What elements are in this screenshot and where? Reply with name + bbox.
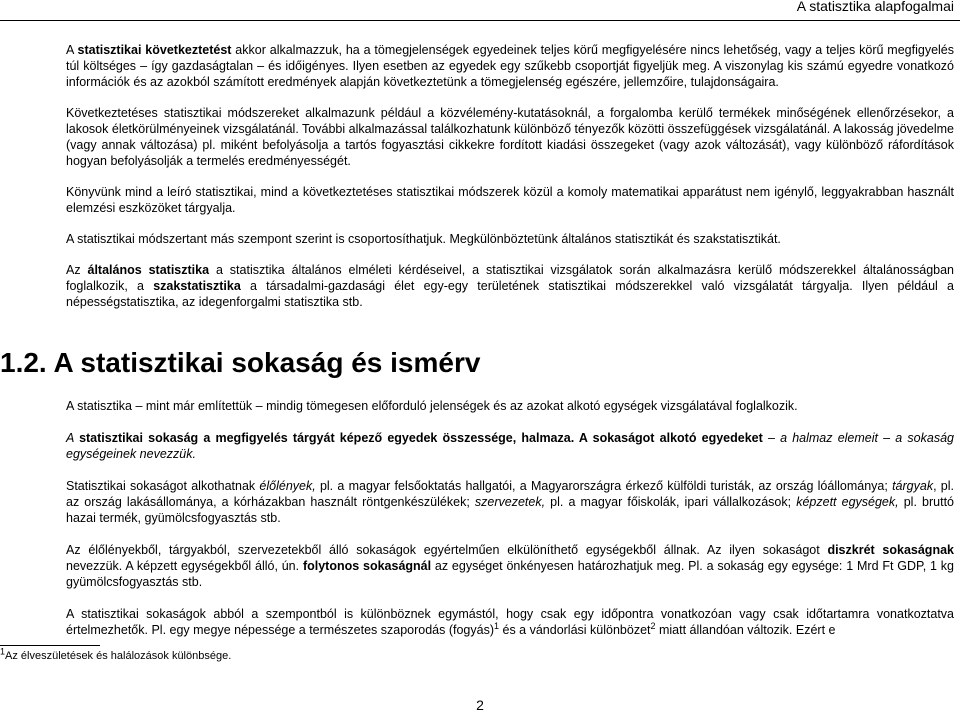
text-run: és a vándorlási különbözet (499, 623, 651, 637)
running-header (0, 0, 960, 21)
text-run: pl. a magyar főiskolák, ipari vállalkozások; (545, 495, 797, 509)
text-run: a statisztika általános elméleti kérdéseivel, a statisztikai vizsgálatok során alkalmazásra kerülő módszerekkel általánosságban foglalkozik, a (66, 263, 955, 293)
paragraph-p2 (66, 105, 954, 169)
paragraph-s1 (66, 398, 954, 414)
footnote-marker: 1 (0, 646, 6, 657)
paragraph-s4 (66, 542, 954, 590)
text-run: pl. a magyar felsőoktatás hallgatói, a Magyarországra érkező külföldi turisták, az ország lóállománya; (315, 479, 893, 493)
text-run: Statisztikai sokaságot alkothatnak (66, 479, 260, 493)
section-heading: 1.2. A statisztikai sokaság és ismérv (0, 347, 481, 378)
text-run: akkor alkalmazzuk, ha a tömegjelenségek egyedeinek teljes körű megfigyelésére nincs lehetőség, vagy a teljes körű megfigyelés túl költséges – így gazdaságtalan – és időigényes. Ilyen esetben az egyedek egy szűkebb csoportját figyeljük meg. A viszonylag kis számú egyedre vonatkozó információk és az azokból számított eredmények alapján következtetünk a tömegjelenség egészére, jellemzőire, tulajdonságaira. (66, 43, 954, 89)
text-run: általános statisztika (87, 263, 210, 277)
paragraph-p5 (66, 262, 954, 310)
footnote-reference: 2 (650, 620, 656, 631)
running-header-title: A statisztika alapfogalmai (796, 0, 954, 14)
text-run: A statisztikai sokaságok abból a szempontból is különböznek egymástól, hogy csak egy időpontra vonatkozóan vagy csak időtartamra vonatkoztatva értelmezhetők. Pl. egy megye népessége a természetes szaporodás (fogyás) (66, 607, 954, 637)
text-run: képzett egységek, (796, 495, 899, 509)
paragraph-p4 (66, 231, 954, 247)
paragraph-s3 (66, 478, 954, 526)
footnote (0, 646, 232, 662)
text-run: szakstatisztika (153, 279, 241, 293)
text-run: A statisztikai módszertant más szempont szerint is csoportosíthatjuk. Megkülönböztetünk általános statisztikát és szakstatisztikát. (66, 232, 781, 246)
text-run: statisztikai következtetést (77, 43, 232, 57)
footnote-text: Az élveszületések és halálozások különbsége. (5, 650, 232, 662)
intro-text (66, 42, 954, 325)
text-run: A statisztika – mint már említettük – mindig tömegesen előforduló jelenségek és az azokat alkotó egységek vizsgálatával foglalkozik. (66, 399, 798, 413)
text-run: a társadalmi-gazdasági élet egy-egy területének statisztikai módszerekkel való vizsgálatát tárgyalja. Ilyen például a népességstatisztika, az idegenforgalmi statisztika stb. (66, 279, 955, 309)
page-number (0, 697, 960, 713)
text-run: statisztikai sokaság a megfigyelés tárgyát képező egyedek összessége, halmaza. A sokaságot alkotó egyedeket (79, 431, 763, 445)
text-run: folytonos sokaságnál (302, 559, 432, 573)
page-number-value: 2 (476, 697, 484, 713)
text-run: Az élőlényekből, tárgyakból, szervezetekből álló sokaságok egyértelműen elkülöníthető egységekből állnak. Az ilyen sokaságot (66, 543, 828, 557)
text-run: A (66, 431, 80, 445)
text-run: Könyvünk mind a leíró statisztikai, mind a következtetéses statisztikai módszerek közül a komoly matematikai apparátust nem igénylő, leggyakrabban használt elemzési eszközöket tárgyalja. (66, 185, 954, 215)
paragraph-p3 (66, 184, 954, 216)
text-run: tárgyak (892, 479, 934, 493)
footnote-reference: 1 (494, 620, 500, 631)
text-run: diszkrét sokaságnak (827, 543, 954, 557)
text-run: miatt állandóan változik. Ezért e (655, 623, 836, 637)
text-run: szervezetek, (474, 495, 546, 509)
paragraph-s2 (66, 430, 954, 462)
footnote-divider (0, 645, 100, 646)
text-run: nevezzük. A képzett egységekből álló, ún. (66, 559, 303, 573)
paragraph-s5 (66, 606, 954, 638)
text-run: pl. bruttó hazai termék, gyümölcsfogyasztás stb. (66, 495, 955, 525)
text-run: élőlények, (259, 479, 316, 493)
text-run: az egységet önkényesen határozhatjuk meg. Pl. a sokaság egy egysége: 1 Mrd Ft GDP, 1 kg gyümölcsfogyasztás stb. (66, 559, 954, 589)
text-run: , pl. az ország lakásállománya, a kórházakban használt röntgenkészülékek; (66, 479, 954, 509)
text-run: – a halmaz elemeit – a sokaság egységeinek nevezzük. (66, 431, 954, 461)
text-run: Következtetéses statisztikai módszereket alkalmazunk például a közvélemény-kutatásoknál, a forgalomba kerülő termékek minőségének ellenőrzésekor, a lakosok életkörülményeinek vizsgálatánál. További alkalmazással találkozhatunk különböző tényezők közötti összefüggések vizsgálatánál. A lakosság jövedelme (vagy annak változása) pl. miként befolyásolja a tartós fogyasztási cikkekre fordított kiadási összegeket (vagy azok változását), vagy különböző ráfordítások hogyan befolyásolják a termelés eredményességét. (66, 106, 954, 168)
section-text (66, 398, 954, 638)
paragraph-p1 (66, 42, 954, 90)
text-run: Az (66, 263, 88, 277)
text-run: A (66, 43, 78, 57)
